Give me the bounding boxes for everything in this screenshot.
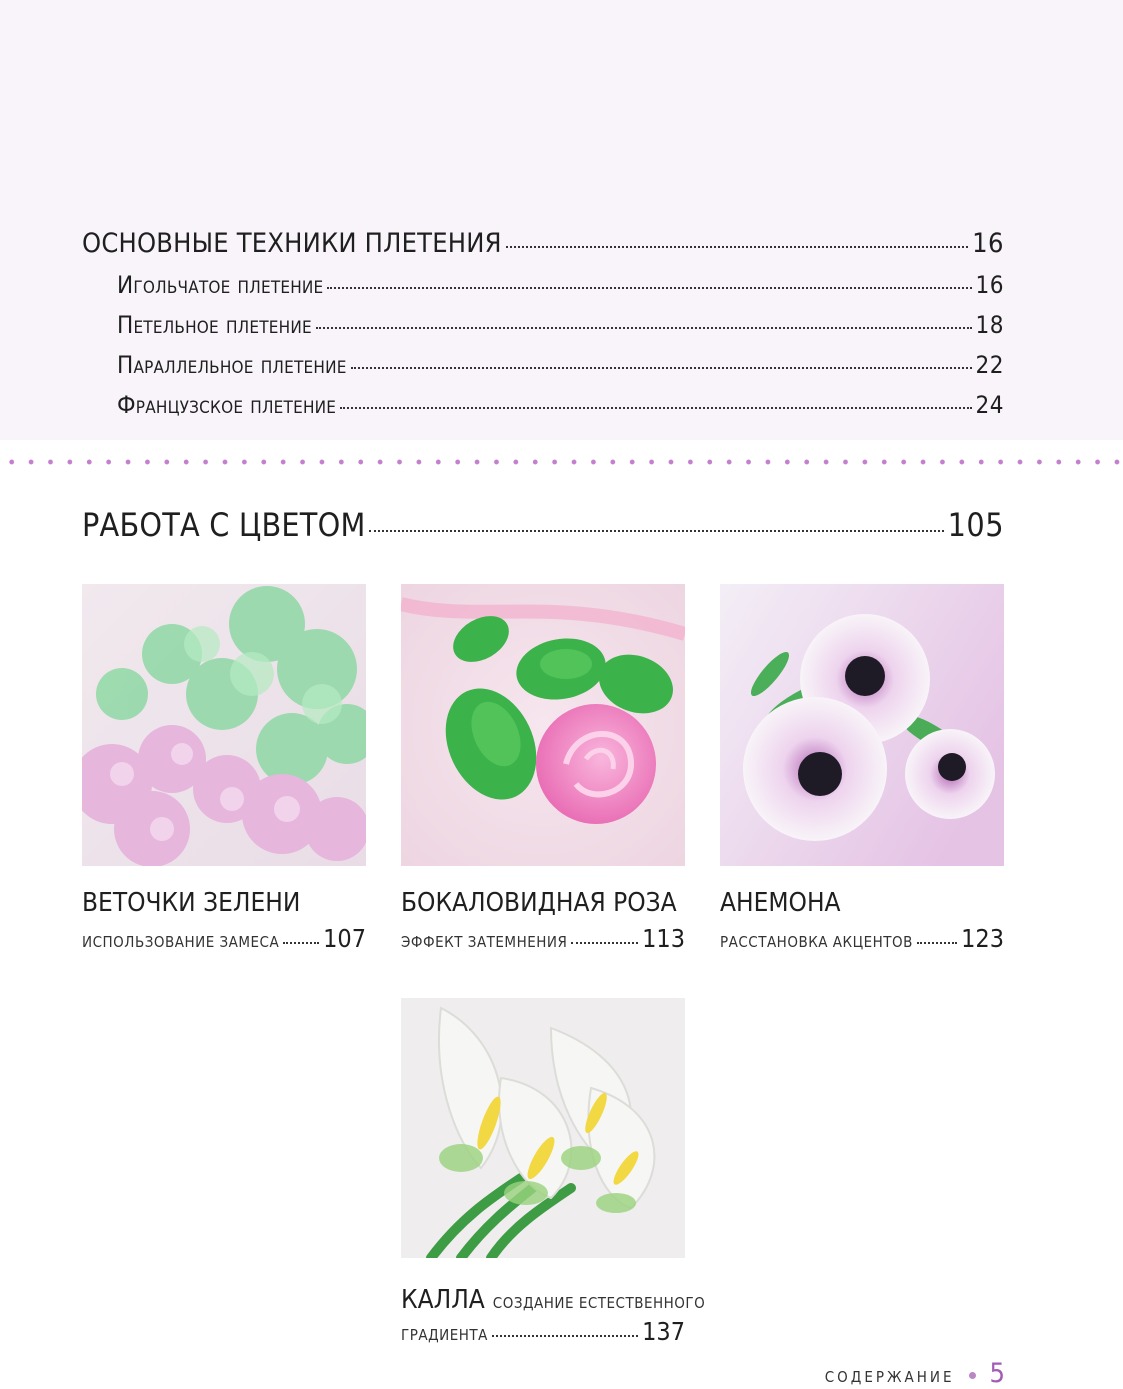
project-title-calla	[401, 1285, 705, 1315]
footer-section-name: СОДЕРЖАНИЕ	[824, 1368, 955, 1386]
toc-subentry-label: Петельное плетение	[117, 311, 312, 339]
dot-leader	[571, 942, 638, 944]
project-subtitle: РАССТАНОВКА АКЦЕНТОВ	[720, 933, 913, 951]
toc-entry-main[interactable]	[82, 228, 1004, 259]
project-subtitle: СОЗДАНИЕ ЕСТЕСТВЕННОГО	[492, 1294, 706, 1312]
project-page: 123	[961, 924, 1004, 953]
project-page: 107	[323, 924, 366, 953]
project-entry[interactable]	[401, 924, 685, 953]
toc-entry-page: 16	[972, 228, 1004, 259]
project-title: БОКАЛОВИДНАЯ РОЗА	[401, 888, 677, 918]
dot-leader	[492, 1335, 638, 1337]
toc-subentry-label: Параллельное плетение	[117, 351, 347, 379]
project-page: 113	[642, 924, 685, 953]
dot-leader	[340, 407, 971, 409]
toc-subentry-page: 24	[975, 391, 1004, 419]
project-title: АНЕМОНА	[720, 888, 841, 918]
toc-subentry[interactable]	[117, 391, 1004, 419]
toc-subentry[interactable]	[117, 271, 1004, 299]
project-subtitle: ЭФФЕКТ ЗАТЕМНЕНИЯ	[401, 933, 568, 951]
toc-entry-label: ОСНОВНЫЕ ТЕХНИКИ ПЛЕТЕНИЯ	[82, 228, 502, 259]
dot-leader	[327, 287, 971, 289]
dot-leader	[283, 942, 319, 944]
photo-pink-rose	[401, 584, 685, 866]
dot-leader	[917, 942, 957, 944]
dot-leader	[506, 246, 968, 248]
project-entry[interactable]	[82, 924, 366, 953]
footer-bullet	[969, 1372, 976, 1379]
toc-section-heading[interactable]	[82, 506, 1004, 544]
project-title: ВЕТОЧКИ ЗЕЛЕНИ	[82, 888, 301, 918]
page-footer	[825, 1358, 1005, 1389]
toc-subentry-label: Игольчатое плетение	[117, 271, 324, 299]
photo-anemones	[720, 584, 1004, 866]
toc-subentry-page: 16	[975, 271, 1004, 299]
photo-greenery-sprigs	[82, 584, 366, 866]
dotted-separator	[0, 458, 1123, 466]
toc-subentry-label: Французское плетение	[117, 391, 337, 419]
toc-subentry-page: 22	[975, 351, 1004, 379]
project-subtitle-continued: ГРАДИЕНТА	[401, 1326, 488, 1344]
dot-leader	[351, 367, 972, 369]
page-number: 5	[989, 1358, 1005, 1389]
project-subtitle: ИСПОЛЬЗОВАНИЕ ЗАМЕСА	[82, 933, 280, 951]
section-label: РАБОТА С ЦВЕТОМ	[82, 506, 366, 544]
project-entry[interactable]	[401, 1317, 685, 1346]
photo-calla-lilies	[401, 998, 685, 1258]
project-page: 137	[642, 1317, 685, 1346]
project-entry[interactable]	[720, 924, 1004, 953]
project-title: КАЛЛА	[401, 1285, 485, 1315]
dot-leader	[316, 327, 972, 329]
section-page: 105	[947, 506, 1004, 544]
toc-subentry[interactable]	[117, 311, 1004, 339]
dot-leader	[369, 530, 943, 532]
toc-subentry-page: 18	[975, 311, 1004, 339]
toc-subentry[interactable]	[117, 351, 1004, 379]
